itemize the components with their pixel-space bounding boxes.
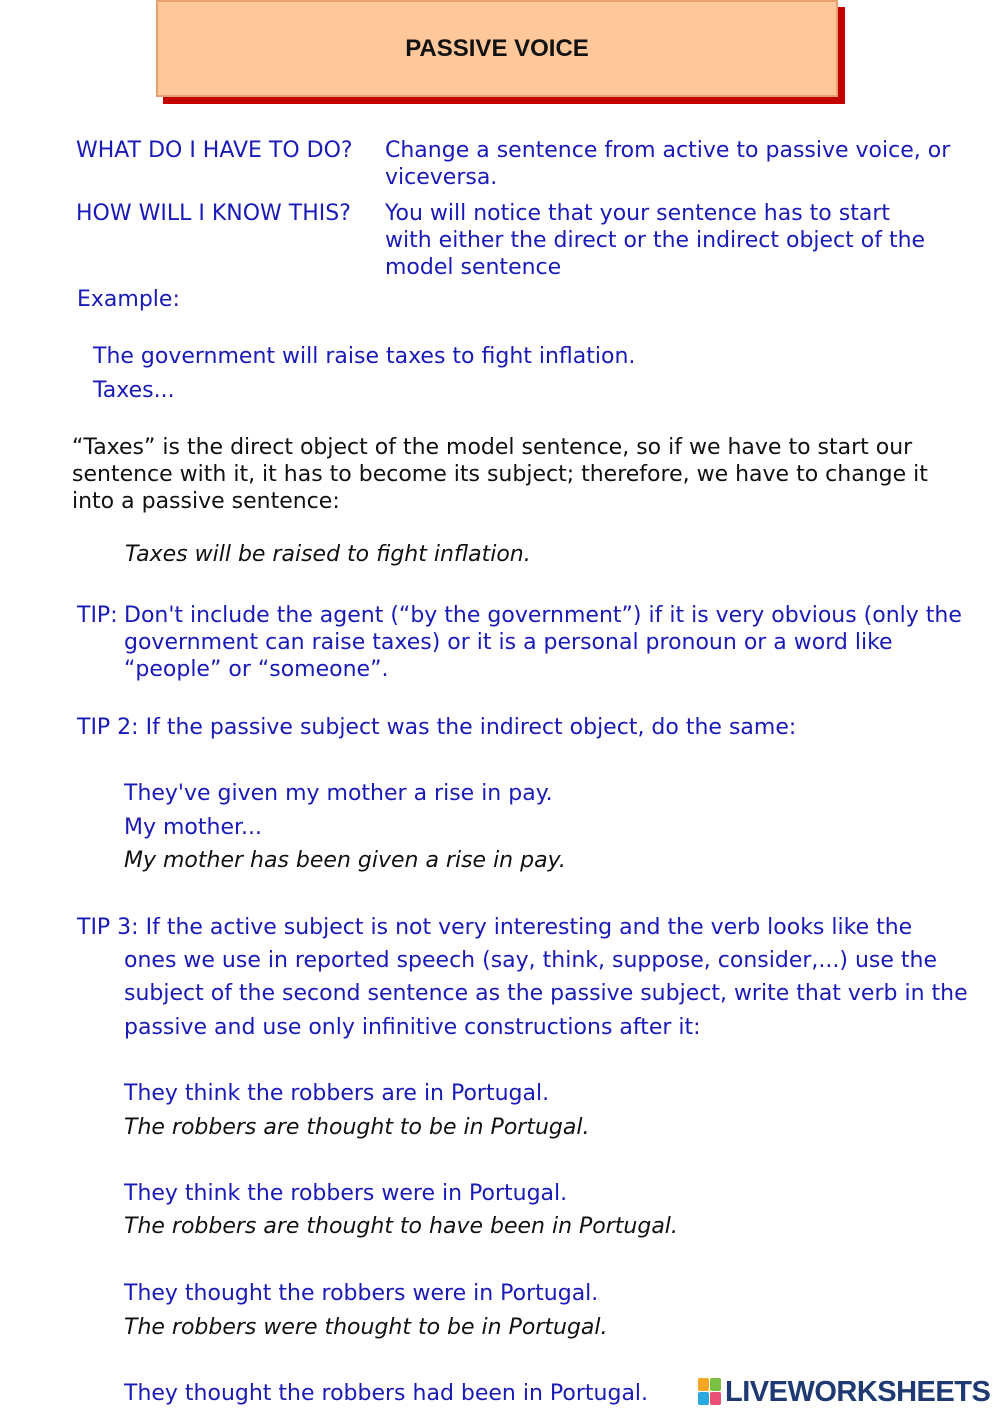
tip1-line-2: government can raise taxes) or it is a personal pronoun or a word like <box>124 630 893 655</box>
page-title <box>156 0 838 97</box>
tip2-text: TIP 2: If the passive subject was the indirect object, do the same: <box>77 715 797 740</box>
tip3-example-4-active: They thought the robbers had been in Portugal. <box>124 1381 649 1406</box>
tip3-line-3: subject of the second sentence as the passive subject, write that verb in the <box>124 981 968 1006</box>
example-sentence: The government will raise taxes to fight inflation. <box>93 344 636 369</box>
tip3-example-3-active: They thought the robbers were in Portugal. <box>124 1281 599 1306</box>
tip1-label: TIP: <box>77 603 118 628</box>
answer-what-line-2: viceversa. <box>385 165 498 190</box>
page-title-text: PASSIVE VOICE <box>405 35 589 62</box>
tip2-sentence: They've given my mother a rise in pay. <box>124 781 553 806</box>
tip1-line-3: “people” or “someone”. <box>124 657 389 682</box>
answer-how-line-3: model sentence <box>385 255 562 280</box>
explanation-line-3: into a passive sentence: <box>72 489 340 514</box>
answer-how-line-1: You will notice that your sentence has to start <box>385 201 891 226</box>
tip3-example-3-passive: The robbers were thought to be in Portugal. <box>124 1315 608 1340</box>
tip2-answer: My mother has been given a rise in pay. <box>124 848 566 873</box>
tip3-first-line: TIP 3: If the active subject is not very interesting and the verb looks like the <box>77 915 913 940</box>
watermark-text: LIVEWORKSHEETS <box>725 1375 991 1408</box>
tip3-example-1-active: They think the robbers are in Portugal. <box>124 1081 550 1106</box>
example-prompt: Taxes... <box>93 378 175 403</box>
example-label: Example: <box>77 287 180 312</box>
answer-how-line-2: with either the direct or the indirect object of the <box>385 228 926 253</box>
question-what: WHAT DO I HAVE TO DO? <box>76 138 353 163</box>
explanation-line-2: sentence with it, it has to become its subject; therefore, we have to change it <box>72 462 928 487</box>
tip3-example-1-passive: The robbers are thought to be in Portugal. <box>124 1115 590 1140</box>
explanation-line-1: “Taxes” is the direct object of the model sentence, so if we have to start our <box>72 435 913 460</box>
answer-what-line-1: Change a sentence from active to passive voice, or <box>385 138 951 163</box>
tip3-line-4: passive and use only infinitive constructions after it: <box>124 1015 701 1040</box>
liveworksheets-icon <box>698 1378 722 1406</box>
tip1-line-1: Don't include the agent (“by the government”) if it is very obvious (only the <box>124 603 962 628</box>
tip2-prompt: My mother... <box>124 815 262 840</box>
tip3-example-2-active: They think the robbers were in Portugal. <box>124 1181 568 1206</box>
tip3-line-2: ones we use in reported speech (say, think, suppose, consider,...) use the <box>124 948 937 973</box>
example-answer: Taxes will be raised to fight inflation. <box>125 542 531 567</box>
tip3-example-2-passive: The robbers are thought to have been in Portugal. <box>124 1214 678 1239</box>
liveworksheets-logo <box>698 1374 990 1410</box>
question-how: HOW WILL I KNOW THIS? <box>76 201 351 226</box>
